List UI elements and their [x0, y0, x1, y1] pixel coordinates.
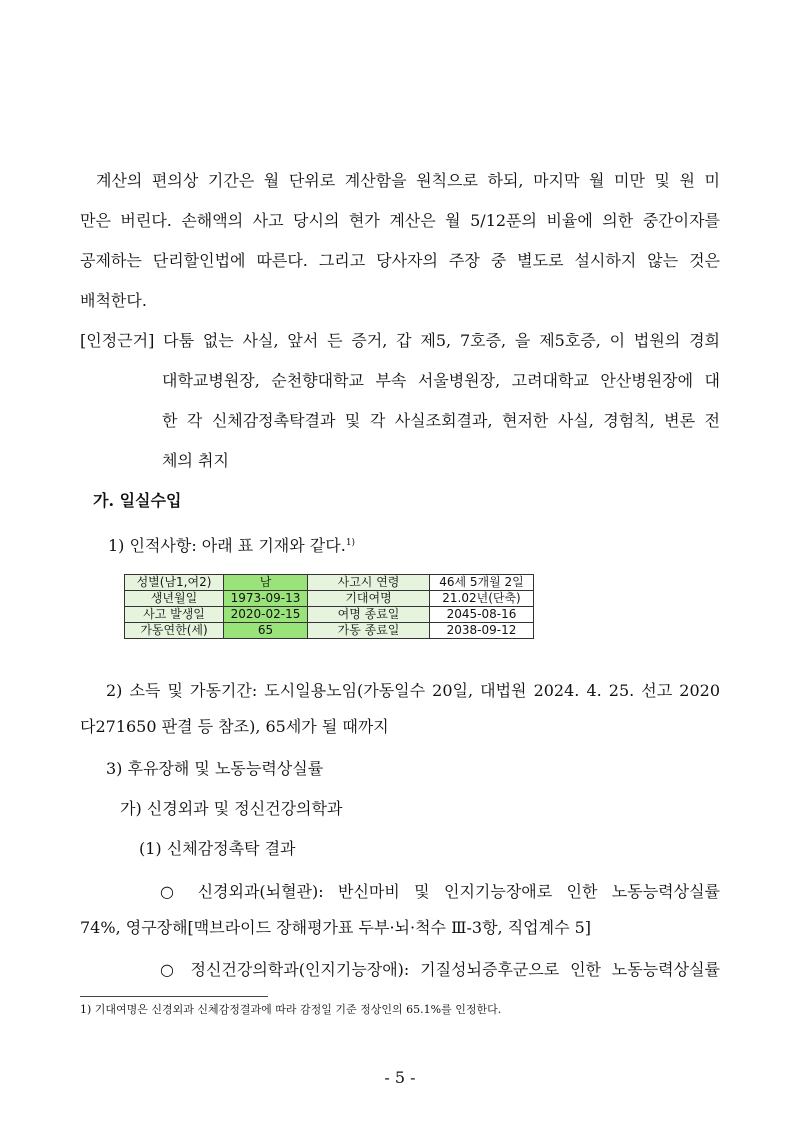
- intro-line-2: 만은 버린다. 손해액의 사고 당시의 현가 계산은 월 5/12푼의 비율에 의한 중간이자를: [80, 211, 720, 230]
- subitem-1: (1) 신체감정촉탁 결과: [139, 839, 296, 858]
- table-cell: 가동연한(세): [125, 623, 224, 639]
- footnote-divider: [80, 996, 268, 997]
- table-cell: 65: [224, 623, 308, 639]
- footnote-ref[interactable]: 1): [345, 538, 356, 548]
- table-cell: 46세 5개월 2일: [430, 575, 534, 591]
- table-cell: 생년월일: [125, 591, 224, 607]
- table-cell: 가동 종료일: [308, 623, 430, 639]
- page-number: - 5 -: [384, 1068, 416, 1087]
- intro-line-4: 배척한다.: [80, 291, 147, 310]
- intro-line-1: 계산의 편의상 기간은 월 단위로 계산함을 원칙으로 하되, 마지막 월 미만 및 원 미: [96, 171, 720, 190]
- table-cell: 2020-02-15: [224, 607, 308, 623]
- table-cell: 여명 종료일: [308, 607, 430, 623]
- basis-line-2: 대학교병원장, 순천향대학교 부속 서울병원장, 고려대학교 안산병원장에 대: [162, 371, 720, 390]
- table-row: [125, 591, 534, 607]
- table-cell: 2038-09-12: [430, 623, 534, 639]
- item-2-line-2: 다271650 판결 등 참조), 65세가 될 때까지: [80, 717, 389, 736]
- table-row: [125, 623, 534, 639]
- table-cell: 사고시 연령: [308, 575, 430, 591]
- psych-line-1: ○ 정신건강의학과(인지기능장애): 기질성뇌증후군으로 인한 노동능력상실률: [160, 960, 720, 979]
- item-1-text: 1) 인적사항: 아래 표 기재와 같다.: [108, 536, 346, 555]
- table-cell: 사고 발생일: [125, 607, 224, 623]
- item-3: 3) 후유장해 및 노동능력상실률: [106, 759, 324, 778]
- section-heading: 가. 일실수입: [93, 491, 182, 510]
- footnote: 1) 기대여명은 신경외과 신체감정결과에 따라 감정일 기준 정상인의 65.1%를 인정한다.: [80, 1003, 502, 1016]
- item-1: [108, 533, 355, 556]
- table-row: [125, 575, 534, 591]
- neuro-line-1: ○ 신경외과(뇌혈관): 반신마비 및 인지기능장애로 인한 노동능력상실률: [160, 882, 720, 901]
- item-2-line-1: 2) 소득 및 가동기간: 도시일용노임(가동일수 20일, 대법원 2024. 4. 25. 선고 2020: [106, 681, 720, 700]
- table-cell: 기대여명: [308, 591, 430, 607]
- personal-info-table: [124, 574, 534, 639]
- table-cell: 성별(남1,여2): [125, 575, 224, 591]
- subitem-ga: 가) 신경외과 및 정신건강의학과: [120, 799, 343, 818]
- table-cell: 1973-09-13: [224, 591, 308, 607]
- table-cell: 2045-08-16: [430, 607, 534, 623]
- basis-line-4: 체의 취지: [162, 451, 229, 470]
- intro-line-3: 공제하는 단리할인법에 따른다. 그리고 당사자의 주장 중 별도로 설시하지 않는 것은: [80, 251, 720, 270]
- table-row: [125, 607, 534, 623]
- table-cell: 21.02년(단축): [430, 591, 534, 607]
- basis-line-3: 한 각 신체감정촉탁결과 및 각 사실조회결과, 현저한 사실, 경험칙, 변론 전: [162, 411, 720, 430]
- table-cell: 남: [224, 575, 308, 591]
- neuro-line-2: 74%, 영구장해[맥브라이드 장해평가표 두부·뇌·척수 Ⅲ-3항, 직업계수 5]: [80, 918, 592, 937]
- basis-line-1: [인정근거] 다툼 없는 사실, 앞서 든 증거, 갑 제5, 7호증, 을 제5호증, 이 법원의 경희: [80, 331, 720, 350]
